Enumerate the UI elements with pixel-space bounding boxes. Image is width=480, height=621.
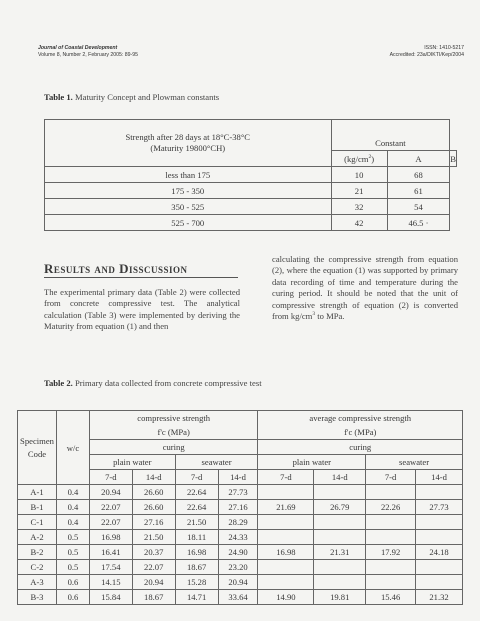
table2-cell-p14: 26.60 (132, 485, 175, 500)
table2-cell-p7: 17.54 (89, 560, 132, 575)
table1-range: 175 - 350 (45, 183, 332, 199)
table2-cell-wc: 0.6 (56, 575, 89, 590)
table2-cell-as14: 24.18 (416, 545, 463, 560)
unit-sup: 2 (368, 153, 372, 160)
unit-close: ) (371, 153, 375, 164)
table-row (45, 215, 457, 231)
table2-cell-as7: 22.26 (366, 500, 416, 515)
table1-col-a: A (387, 151, 450, 167)
table2-plain-header: plain water (258, 455, 366, 470)
table2-cell-s7: 14.71 (175, 590, 218, 605)
table1-a: 21 (331, 183, 387, 199)
table2-cell-p14: 20.94 (132, 575, 175, 590)
table1-col-b: B (450, 151, 457, 167)
day-header: 7-d (175, 470, 218, 485)
table2-body (18, 485, 463, 605)
table2-cell-code: B-1 (18, 500, 57, 515)
table2-curing-header: curing (258, 440, 463, 455)
table1-b: 61 (387, 183, 450, 199)
table2-cell-code: B-3 (18, 590, 57, 605)
table2-cell-ap14 (314, 575, 366, 590)
table2-cell-code: C-1 (18, 515, 57, 530)
table2-cell-as14 (416, 515, 463, 530)
table2-cell-s14: 20.94 (218, 575, 258, 590)
table2-cell-ap7 (258, 485, 314, 500)
table2-cell-p14: 27.16 (132, 515, 175, 530)
table-row (45, 199, 457, 215)
table1-a: 32 (331, 199, 387, 215)
running-header-left (38, 45, 138, 58)
paragraph-end: to MPa. (315, 311, 345, 322)
table2-cell-s14: 33.64 (218, 590, 258, 605)
day-header: 7-d (366, 470, 416, 485)
table2-cell-as14 (416, 530, 463, 545)
table-row (18, 515, 463, 530)
table-row (18, 530, 463, 545)
table2-cell-code: A-2 (18, 530, 57, 545)
table-row (45, 167, 457, 183)
table1-b: 46.5 · (387, 215, 450, 231)
table2-cell-code: A-3 (18, 575, 57, 590)
table1-range: 350 - 525 (45, 199, 332, 215)
table2-cell-p7: 22.07 (89, 500, 132, 515)
table2-cell-ap14 (314, 485, 366, 500)
code-label: Code (27, 448, 47, 459)
table2-cell-as14: 21.32 (416, 590, 463, 605)
table2-cell-ap7 (258, 575, 314, 590)
table-row (18, 485, 463, 500)
table2-cell-s7: 22.64 (175, 485, 218, 500)
unit-text: (kg/cm (344, 153, 369, 164)
table2-cell-code: C-2 (18, 560, 57, 575)
table1-caption (44, 92, 219, 102)
table2 (17, 410, 463, 605)
table1-blank (331, 120, 450, 136)
day-header: 7-d (258, 470, 314, 485)
table2-cell-as14 (416, 485, 463, 500)
table2-cell-wc: 0.4 (56, 485, 89, 500)
table2-cs-header: compressive strength (89, 411, 258, 426)
table2-cell-p14: 18.67 (132, 590, 175, 605)
table1-range: 525 - 700 (45, 215, 332, 231)
table1-range: less than 175 (45, 167, 332, 183)
table1-a: 42 (331, 215, 387, 231)
table2-cell-p14: 21.50 (132, 530, 175, 545)
table2-acs-header: average compressive strength (258, 411, 463, 426)
table1-unit-header (331, 151, 387, 167)
table2-cell-s7: 18.67 (175, 560, 218, 575)
table2-cell-s14: 27.16 (218, 500, 258, 515)
table2-cell-ap7: 14.90 (258, 590, 314, 605)
specimen-label: Specimen (20, 435, 54, 446)
table2-cell-p7: 22.07 (89, 515, 132, 530)
table1-strength-header (45, 120, 332, 167)
table1-constant-header: Constant (331, 135, 450, 151)
table2-wc-header: w/c (56, 411, 89, 485)
table1-b: 54 (387, 199, 450, 215)
table2-cell-ap14 (314, 530, 366, 545)
table-row (18, 411, 463, 426)
table2-cell-code: A-1 (18, 485, 57, 500)
table2-cell-as7 (366, 575, 416, 590)
table2-cell-ap7: 21.69 (258, 500, 314, 515)
strength-header-line1: Strength after 28 days at 18°C-38°C (125, 132, 251, 142)
section-heading: Results and Disscussion (44, 261, 188, 276)
table2-specimen-header (18, 411, 57, 485)
table1-a: 10 (331, 167, 387, 183)
table2-cell-as7: 17.92 (366, 545, 416, 560)
paragraph-sup: 3 (312, 311, 316, 318)
table-row (18, 575, 463, 590)
body-paragraph-left: The experimental primary data (Table 2) were collected from concrete compressive test. The analytical calculation (Table 3) were implemented by deriving the Maturity from equation (1) and then (44, 287, 240, 332)
table2-cell-wc: 0.4 (56, 515, 89, 530)
table2-cell-s7: 21.50 (175, 515, 218, 530)
table2-cell-as7 (366, 485, 416, 500)
table2-cell-p7: 16.41 (89, 545, 132, 560)
table2-sea-header: seawater (366, 455, 463, 470)
table2-cell-as7: 15.46 (366, 590, 416, 605)
day-header: 14-d (416, 470, 463, 485)
table2-cell-s7: 18.11 (175, 530, 218, 545)
table2-fc-header: f'c (MPa) (258, 425, 463, 440)
table2-cell-wc: 0.5 (56, 530, 89, 545)
table2-cell-wc: 0.5 (56, 560, 89, 575)
table2-fc-header: f'c (MPa) (89, 425, 258, 440)
table2-cell-wc: 0.4 (56, 500, 89, 515)
day-header: 7-d (89, 470, 132, 485)
table2-cell-p7: 20.94 (89, 485, 132, 500)
table2-cell-as14 (416, 575, 463, 590)
journal-volume: Volume 8, Number 2, February 2005: 89-95 (38, 51, 139, 58)
table2-cell-wc: 0.5 (56, 545, 89, 560)
table-row (18, 590, 463, 605)
table2-cell-ap7 (258, 530, 314, 545)
table2-cell-p14: 22.07 (132, 560, 175, 575)
day-header: 14-d (218, 470, 258, 485)
table-row (18, 500, 463, 515)
table2-cell-p7: 14.15 (89, 575, 132, 590)
table-row (18, 560, 463, 575)
accreditation: Accredited: 23a/DIKTI/Kep/2004 (389, 51, 464, 58)
table2-cell-ap7 (258, 515, 314, 530)
journal-name: Journal of Coastal Development (38, 45, 118, 51)
table2-cell-ap7: 16.98 (258, 545, 314, 560)
table2-cell-s14: 23.20 (218, 560, 258, 575)
table2-cell-ap14 (314, 515, 366, 530)
table2-cell-as14: 27.73 (416, 500, 463, 515)
paragraph-text: calculating the compressive strength from equation (2), where the equation (1) was supported by primary data recording of time and temperature during the curing period. It should be noted that the unit of compressive strength of equation (2) is converted from kg/cm (272, 254, 458, 322)
table2-curing-header: curing (89, 440, 258, 455)
strength-header-line2: (Maturity 19800°CH) (150, 143, 226, 153)
table2-cell-s7: 15.28 (175, 575, 218, 590)
table2-caption-text: Primary data collected from concrete compressive test (74, 378, 262, 388)
table2-cell-ap14 (314, 560, 366, 575)
table2-label: Table 2. (44, 378, 73, 388)
heading-rule (44, 277, 238, 278)
table2-caption (44, 378, 262, 388)
table2-cell-s14: 24.33 (218, 530, 258, 545)
table2-cell-as7 (366, 560, 416, 575)
running-header-right (304, 45, 464, 58)
issn: ISSN: 1410-5217 (424, 45, 464, 51)
table1-label: Table 1. (44, 92, 73, 102)
body-paragraph-right (272, 254, 458, 322)
table2-cell-ap14: 19.81 (314, 590, 366, 605)
table2-cell-p14: 26.60 (132, 500, 175, 515)
table2-cell-p7: 15.84 (89, 590, 132, 605)
table2-cell-ap7 (258, 560, 314, 575)
table2-cell-code: B-2 (18, 545, 57, 560)
table2-cell-as7 (366, 515, 416, 530)
day-header: 14-d (314, 470, 366, 485)
table2-cell-as7 (366, 530, 416, 545)
table2-plain-header: plain water (89, 455, 175, 470)
table-row (45, 120, 457, 136)
table2-cell-s14: 24.90 (218, 545, 258, 560)
table2-cell-s7: 16.98 (175, 545, 218, 560)
table1-caption-text: Maturity Concept and Plowman constants (74, 92, 220, 102)
table-row (45, 183, 457, 199)
table1-b: 68 (387, 167, 450, 183)
day-header: 14-d (132, 470, 175, 485)
table1 (44, 119, 457, 231)
table2-cell-wc: 0.6 (56, 590, 89, 605)
table2-cell-ap14: 26.79 (314, 500, 366, 515)
table2-cell-ap14: 21.31 (314, 545, 366, 560)
table2-cell-p14: 20.37 (132, 545, 175, 560)
table2-sea-header: seawater (175, 455, 258, 470)
table2-cell-s14: 28.29 (218, 515, 258, 530)
table2-cell-s14: 27.73 (218, 485, 258, 500)
table2-cell-s7: 22.64 (175, 500, 218, 515)
table-row (18, 545, 463, 560)
table2-cell-p7: 16.98 (89, 530, 132, 545)
table2-cell-as14 (416, 560, 463, 575)
